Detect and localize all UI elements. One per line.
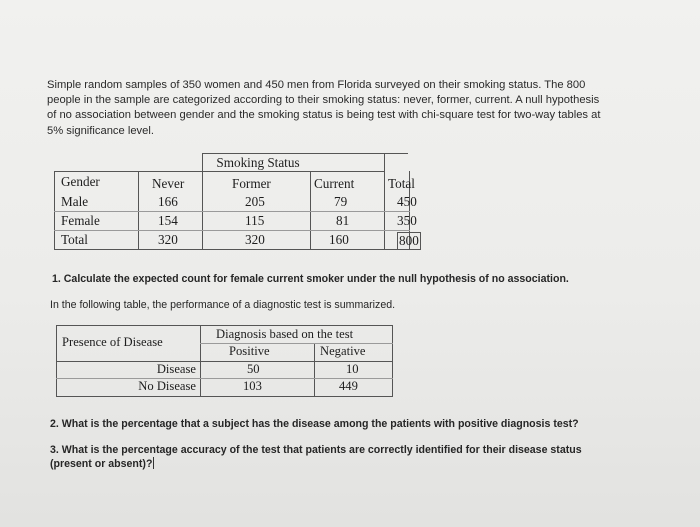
table-border <box>202 153 203 250</box>
text-cursor <box>153 457 154 469</box>
table-border <box>392 325 393 397</box>
cell-value: 449 <box>339 379 358 393</box>
cell-value: 50 <box>247 362 260 376</box>
table-border <box>200 325 201 397</box>
current-header: Current <box>314 176 355 191</box>
table-border <box>54 211 410 212</box>
question-1-text: 1. Calculate the expected count for female current smoker under the null hypothesis of no association. <box>52 273 569 285</box>
intro-line-2: people in the sample are categorized according to their smoking status: never, former, current. A null hypothesis <box>47 94 600 107</box>
cell-value: 166 <box>158 194 178 209</box>
table-border <box>384 153 385 250</box>
question-2 <box>50 417 579 431</box>
cell-value-selected: 800 <box>399 233 419 248</box>
cell-value: 103 <box>243 379 262 393</box>
row-label-no-disease: No Disease <box>138 379 196 393</box>
cell-value: 81 <box>336 213 350 228</box>
never-header: Never <box>152 176 185 191</box>
question-3-line-1: 3. What is the percentage accuracy of the test that patients are correctly identified for their disease status <box>50 444 582 456</box>
intro-line-3: of no association between gender and the smoking status is being test with chi-square test for two-way tables at <box>47 109 601 122</box>
cell-value: 205 <box>245 194 265 209</box>
cell-value: 160 <box>329 232 349 247</box>
presence-of-disease-header: Presence of Disease <box>62 335 163 349</box>
total-header: Total <box>388 176 415 191</box>
smoking-status-header: Smoking Status <box>216 155 300 170</box>
question-1 <box>52 272 569 286</box>
table-border <box>202 153 408 154</box>
table-border <box>54 171 384 172</box>
question-3 <box>50 443 582 471</box>
cell-value: 10 <box>346 362 359 376</box>
positive-header: Positive <box>229 344 270 358</box>
question-2-text: 2. What is the percentage that a subject has the disease among the patients with positive diagnosis test? <box>50 418 579 430</box>
question-3-line-2: (present or absent)? <box>50 458 153 470</box>
row-label-male: Male <box>61 194 89 209</box>
table-border <box>314 343 315 397</box>
table-border <box>56 325 393 326</box>
gender-header: Gender <box>61 174 100 189</box>
table-border <box>54 230 410 231</box>
former-header: Former <box>232 176 271 191</box>
table-2-intro: In the following table, the performance of a diagnostic test is summarized. <box>50 299 396 311</box>
cell-value: 154 <box>158 213 178 228</box>
row-label-total: Total <box>61 232 88 247</box>
problem-intro <box>47 78 652 139</box>
cell-value: 350 <box>397 213 417 228</box>
smoking-status-table <box>54 153 419 250</box>
cell-value: 115 <box>245 213 265 228</box>
cell-value: 79 <box>334 194 348 209</box>
diagnosis-header: Diagnosis based on the test <box>216 327 354 341</box>
negative-header: Negative <box>320 344 366 358</box>
intro-line-4: 5% significance level. <box>47 124 154 137</box>
cell-value: 320 <box>245 232 265 247</box>
row-label-disease: Disease <box>156 362 196 376</box>
row-label-female: Female <box>61 213 100 228</box>
cell-value: 450 <box>397 194 417 209</box>
intro-line-1: Simple random samples of 350 women and 450 men from Florida surveyed on their smoking status. The 800 <box>47 79 586 91</box>
cell-value: 320 <box>158 232 178 247</box>
diagnostic-table <box>56 325 393 397</box>
table-border <box>54 249 410 250</box>
table-border <box>56 396 393 397</box>
